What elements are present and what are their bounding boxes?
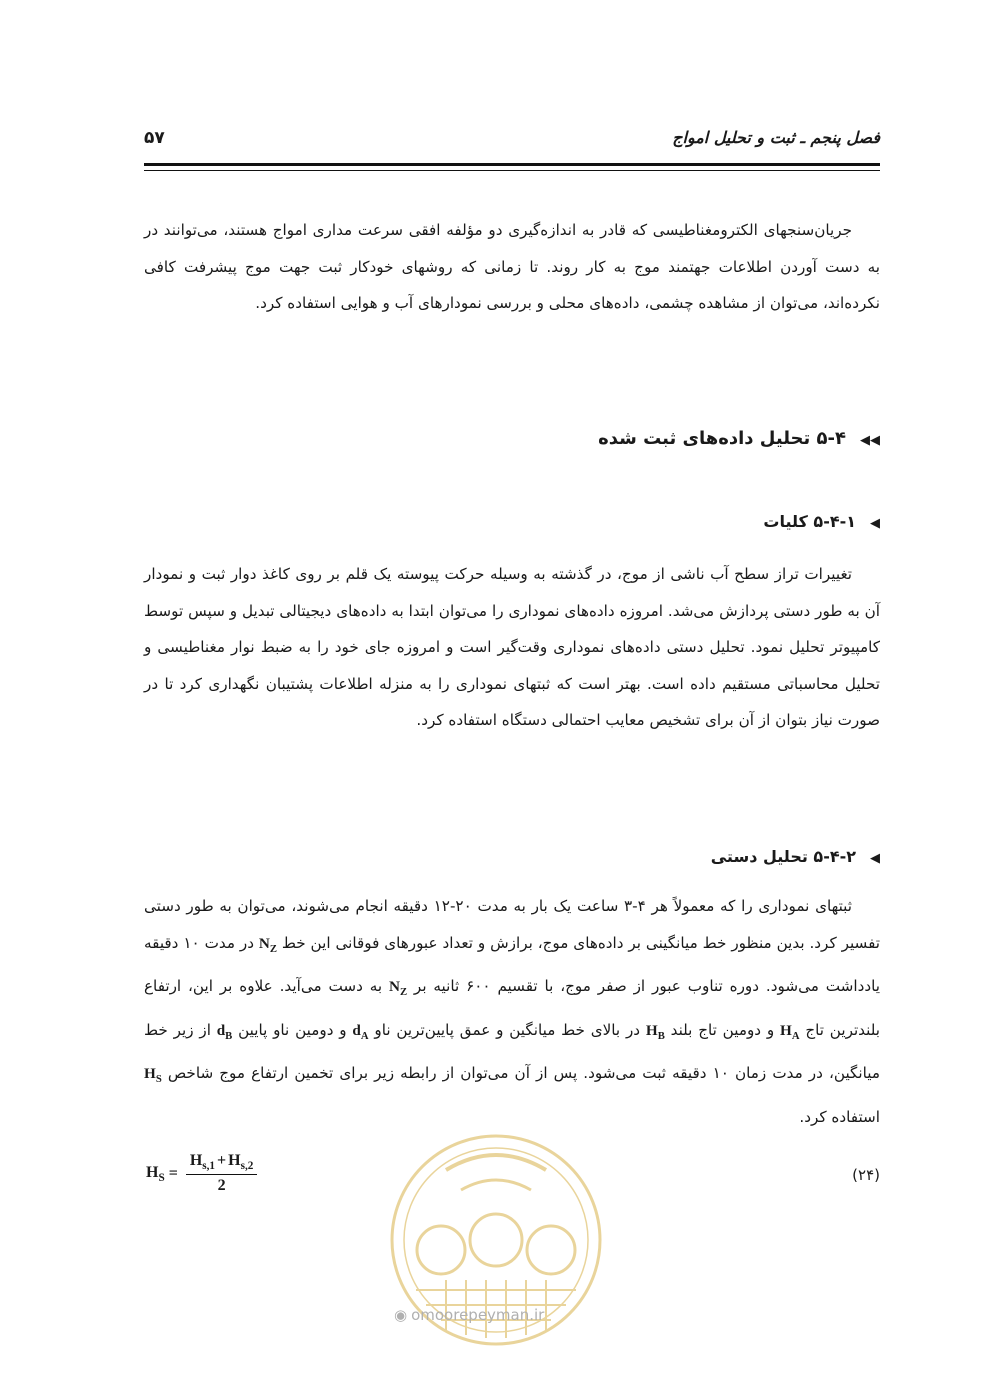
symbol-hs: $H_S$ [144, 1065, 162, 1086]
subsection-title-2: ۵-۴-۲ تحلیل دستی [710, 847, 856, 866]
equation-number: (۲۴) [852, 1166, 880, 1184]
symbol-ha: $H_A$ [780, 1021, 800, 1042]
equation-lhs: $H_S$ [146, 1163, 165, 1184]
intro-paragraph [144, 212, 880, 322]
subsection-heading-1 [763, 512, 880, 531]
page-number: ۵۷ [144, 128, 165, 148]
arrow-icon: ◀ [870, 516, 880, 531]
chapter-title: فصل پنجم ـ ثبت و تحلیل امواج [672, 128, 880, 147]
intro-text: جریان‌سنجهای الکترومغناطیسی که قادر به اندازه‌گیری دو مؤلفه افقی سرعت مداری امواج هستند، می‌توانند در به دست آوردن اطلاعات جهتمند موج به کار روند. تا زمانی که روشهای خودکار ثبت جهت موج پیشرفت کافی نکرده‌اند، می‌توان از مشاهده چشمی، داده‌های محلی و بررسی نمودارهای آب و هوایی استفاده کرد. [144, 221, 880, 312]
header-rule-thick [144, 163, 880, 166]
equation-fraction [186, 1152, 258, 1195]
subsection-2-body [144, 888, 880, 1135]
symbol-nz: $N_Z$ [389, 978, 408, 999]
symbol-da: $d_A$ [352, 1021, 369, 1042]
subsection-1-body [144, 556, 880, 739]
subsection-heading-2 [711, 847, 880, 866]
equation-24 [146, 1152, 257, 1195]
subsection-1-text: تغییرات تراز سطح آب ناشی از موج، در گذشته به وسیله حرکت پیوسته یک قلم بر روی کاغذ دوار ثبت و نمودار آن به طور دستی پردازش می‌شد. امروزه داده‌های نموداری را می‌توان ابتدا به داده‌های دیجیتالی تبدیل و سپس توسط کامپیوتر تحلیل نمود. تحلیل دستی داده‌های نموداری وقت‌گیر است و امروزه جای خود را به ضبط نوار مغناطیسی و تحلیل محاسباتی مستقیم داده است. بهتر است که ثبتهای نموداری را به منزله اطلاعات پشتیبان نگهداری کرد تا در صورت نیاز بتوان از آن برای تشخیص معایب احتمالی دستگاه استفاده کرد. [144, 565, 880, 729]
symbol-hb: $H_B$ [645, 1021, 665, 1042]
equation-denominator: 2 [217, 1177, 226, 1195]
section-title: ۵-۴ تحلیل داده‌های ثبت شده [598, 428, 846, 449]
equation-numerator: $H_{s,1} + H_{s,2}$ [186, 1152, 258, 1175]
header-rule-thin [144, 170, 880, 171]
symbol-nz: $N_Z$ [258, 934, 277, 955]
double-arrow-icon: ◀◀ [860, 433, 880, 448]
equation-equals: = [168, 1164, 178, 1182]
symbol-db: $d_B$ [216, 1021, 233, 1042]
subsection-2-text: ثبتهای نموداری را که معمولاً هر ۴-۳ ساعت یک بار به مدت ۲۰-۱۲ دقیقه انجام می‌شوند، می‌توان به طور دستی تفسیر کرد. بدین منظور خط میانگینی بر داده‌های موج، برازش و تعداد عبورهای فوقانی این خط $N_Z$ در مدت ۱۰ دقیقه یادداشت می‌شود. دوره تناوب عبور از صفر موج، با تقسیم ۶۰۰ ثانیه بر $N_Z$ به دست می‌آید. علاوه بر این، ارتفاع بلندترین تاج $H_A$ و دومین تاج بلند $H_B$ در بالای خط میانگین و عمق پایین‌ترین ناو $d_A$ و دومین ناو پایین $d_B$ از زیر خط میانگین، در مدت زمان ۱۰ دقیقه ثبت می‌شود. پس از آن می‌توان از رابطه زیر برای تخمین ارتفاع موج شاخص $H_S$ استفاده کرد. [144, 897, 880, 1126]
watermark-text: ◉ omoorepeyman.ir [394, 1306, 545, 1324]
section-heading [598, 428, 880, 449]
subsection-title-1: ۵-۴-۱ کلیات [763, 512, 856, 531]
globe-icon: ◉ [394, 1306, 408, 1324]
arrow-icon: ◀ [870, 851, 880, 866]
